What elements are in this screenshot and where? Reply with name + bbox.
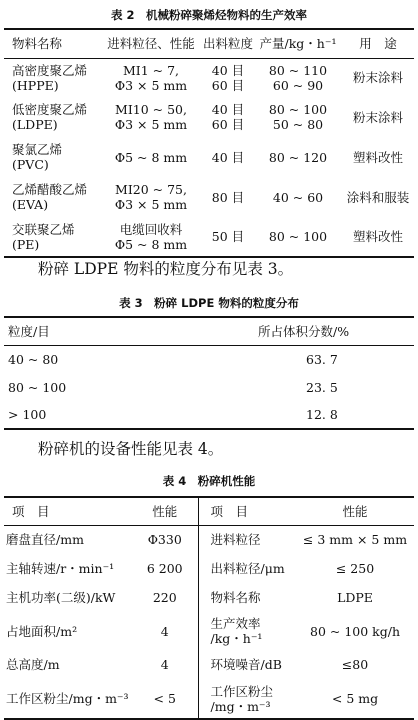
yield-value (254, 58, 342, 97)
material-name-line2: (PE) (12, 236, 40, 252)
table-row (4, 58, 414, 97)
yield-value (254, 97, 342, 137)
table2-caption: 表 2 机械粉碎聚烯烃物料的生产效率 (110, 8, 307, 22)
yield-value-line2: 50 ~ 80 (272, 117, 324, 132)
table4-header-perf-left: 性能 (132, 497, 198, 525)
spec-value-right: ≤ 250 (335, 561, 375, 576)
spec-item-left: 工作区粉尘/mg・m⁻³ (6, 691, 129, 706)
volume-fraction: 63. 7 (306, 351, 338, 367)
table-row (4, 679, 414, 719)
material-name (4, 137, 100, 177)
material-name-line1: 聚氯乙烯 (12, 142, 63, 157)
feed-spec-line1: MI10 ~ 50, (115, 102, 187, 117)
yield-value: 80 ~ 120 (268, 149, 328, 165)
spec-item-right-line1: 生产效率 (210, 616, 261, 631)
yield-value-line1: 80 ~ 110 (268, 62, 328, 78)
material-name-line1: 低密度聚乙烯 (12, 102, 88, 117)
table4-header-row (4, 497, 414, 525)
table3-header-range: 粒度/目 (4, 317, 234, 345)
spec-value-left: 4 (132, 650, 198, 679)
table-row (4, 401, 414, 429)
feed-spec (100, 177, 202, 217)
spec-item-right-line2: /kg・h⁻¹ (210, 631, 263, 646)
paragraph-table3-ref: 粉碎 LDPE 物料的粒度分布见表 3。 (38, 260, 294, 278)
table-row (4, 650, 414, 679)
feed-spec-line2: Φ5 ~ 8 mm (114, 236, 188, 252)
spec-value-left: 6 200 (132, 554, 198, 583)
table3 (4, 316, 414, 430)
mesh-range: 80 ~ 100 (8, 379, 67, 395)
table2-header-feed: 进料粒径、性能 (100, 29, 202, 58)
table-row (4, 525, 414, 554)
table4-caption: 表 4 粉碎机性能 (162, 474, 256, 488)
table4-header-item-left: 项 目 (4, 497, 132, 525)
mesh-range: 40 ~ 80 (8, 351, 59, 367)
spec-value-right: ≤80 (341, 657, 369, 672)
table2-header-yield: 产量/kg・h⁻¹ (254, 29, 342, 58)
spec-value-right: ≤ 3 mm × 5 mm (302, 532, 408, 548)
table3-header-row (4, 317, 414, 345)
yield-value-line1: 80 ~ 100 (268, 102, 328, 117)
spec-value-left: 220 (132, 583, 198, 612)
feed-spec: Φ5 ~ 8 mm (114, 149, 188, 165)
table-row (4, 97, 414, 137)
table-row (4, 612, 414, 650)
material-name-line2: (HPPE) (12, 77, 59, 93)
spec-item-right: 出料粒径/μm (210, 561, 285, 576)
output-mesh-line2: 60 目 (211, 117, 245, 132)
feed-spec-line2: Φ3 × 5 mm (114, 117, 188, 132)
spec-item-right-line1: 工作区粉尘 (210, 683, 274, 699)
output-mesh: 40 目 (211, 149, 245, 165)
spec-item-right (198, 612, 296, 650)
material-name (4, 177, 100, 217)
material-name-line1: 乙烯醋酸乙烯 (12, 182, 88, 197)
feed-spec-line1: MI20 ~ 75, (115, 182, 187, 197)
material-name-line2: (LDPE) (12, 117, 58, 132)
table-row (4, 583, 414, 612)
table-row (4, 137, 414, 177)
spec-item-left: 磨盘直径/mm (6, 532, 84, 548)
feed-spec-line1: 电缆回收料 (119, 221, 183, 237)
table3-caption: 表 3 粉碎 LDPE 物料的粒度分布 (119, 296, 299, 310)
table-row (4, 345, 414, 373)
spec-item-right (198, 679, 296, 719)
spec-value-right: 80 ~ 100 kg/h (310, 623, 400, 639)
table-row (4, 554, 414, 583)
usage: 塑料改性 (352, 149, 403, 165)
material-name-line2: (PVC) (12, 157, 49, 172)
material-name (4, 58, 100, 97)
feed-spec (100, 58, 202, 97)
material-name (4, 217, 100, 257)
table2 (4, 28, 414, 258)
volume-fraction: 12. 8 (306, 407, 338, 422)
feed-spec-line2: Φ3 × 5 mm (114, 197, 188, 212)
yield-value: 40 ~ 60 (272, 189, 324, 205)
material-name-line1: 高密度聚乙烯 (12, 62, 88, 78)
output-mesh-line2: 60 目 (211, 77, 245, 93)
table-row (4, 217, 414, 257)
table2-header-name: 物料名称 (4, 29, 100, 58)
table4 (4, 496, 414, 720)
table4-header-item-right: 项 目 (198, 497, 296, 525)
mesh-range: > 100 (8, 407, 47, 422)
feed-spec-line1: MI1 ~ 7, (122, 62, 180, 78)
spec-item-right: 进料粒径 (210, 532, 261, 548)
spec-item-left: 主轴转速/r・min⁻¹ (6, 561, 115, 576)
table2-header-row (4, 29, 414, 58)
usage: 塑料改性 (352, 229, 403, 244)
spec-value-right: LDPE (337, 590, 373, 605)
table4-header-perf-right: 性能 (296, 497, 414, 525)
spec-item-left: 主机功率(二级)/kW (6, 590, 116, 605)
output-mesh-line1: 40 目 (211, 102, 245, 117)
output-mesh: 80 目 (211, 189, 245, 205)
spec-item-right: 环境噪音/dB (210, 657, 282, 672)
table2-header-out: 出料粒度 (202, 29, 254, 58)
usage: 涂料和服装 (346, 189, 410, 205)
spec-value-left: Φ330 (132, 525, 198, 554)
spec-item-right: 物料名称 (210, 590, 261, 605)
spec-item-left: 占地面积/m² (6, 623, 78, 639)
spec-value-right: < 5 mg (331, 691, 379, 706)
material-name (4, 97, 100, 137)
feed-spec-line2: Φ3 × 5 mm (114, 77, 188, 93)
output-mesh (202, 58, 254, 97)
output-mesh-line1: 40 目 (211, 62, 245, 78)
table-row (4, 177, 414, 217)
material-name-line2: (EVA) (12, 197, 49, 212)
spec-value-left: < 5 (132, 679, 198, 719)
output-mesh: 50 目 (211, 229, 245, 244)
table3-header-fraction: 所占体积分数/% (234, 317, 414, 345)
output-mesh (202, 97, 254, 137)
table-row (4, 373, 414, 401)
material-name-line1: 交联聚乙烯 (12, 221, 75, 237)
paragraph-table4-ref: 粉碎机的设备性能见表 4。 (38, 440, 224, 458)
feed-spec (100, 217, 202, 257)
volume-fraction: 23. 5 (306, 379, 338, 395)
usage: 粉末涂料 (352, 109, 403, 125)
table2-header-use: 用 途 (342, 29, 414, 58)
spec-value-left: 4 (132, 612, 198, 650)
feed-spec (100, 97, 202, 137)
usage: 粉末涂料 (352, 70, 403, 86)
yield-value: 80 ~ 100 (268, 229, 328, 244)
yield-value-line2: 60 ~ 90 (272, 77, 324, 93)
spec-item-right-line2: /mg・m⁻³ (210, 698, 271, 714)
spec-item-left: 总高度/m (6, 657, 60, 672)
